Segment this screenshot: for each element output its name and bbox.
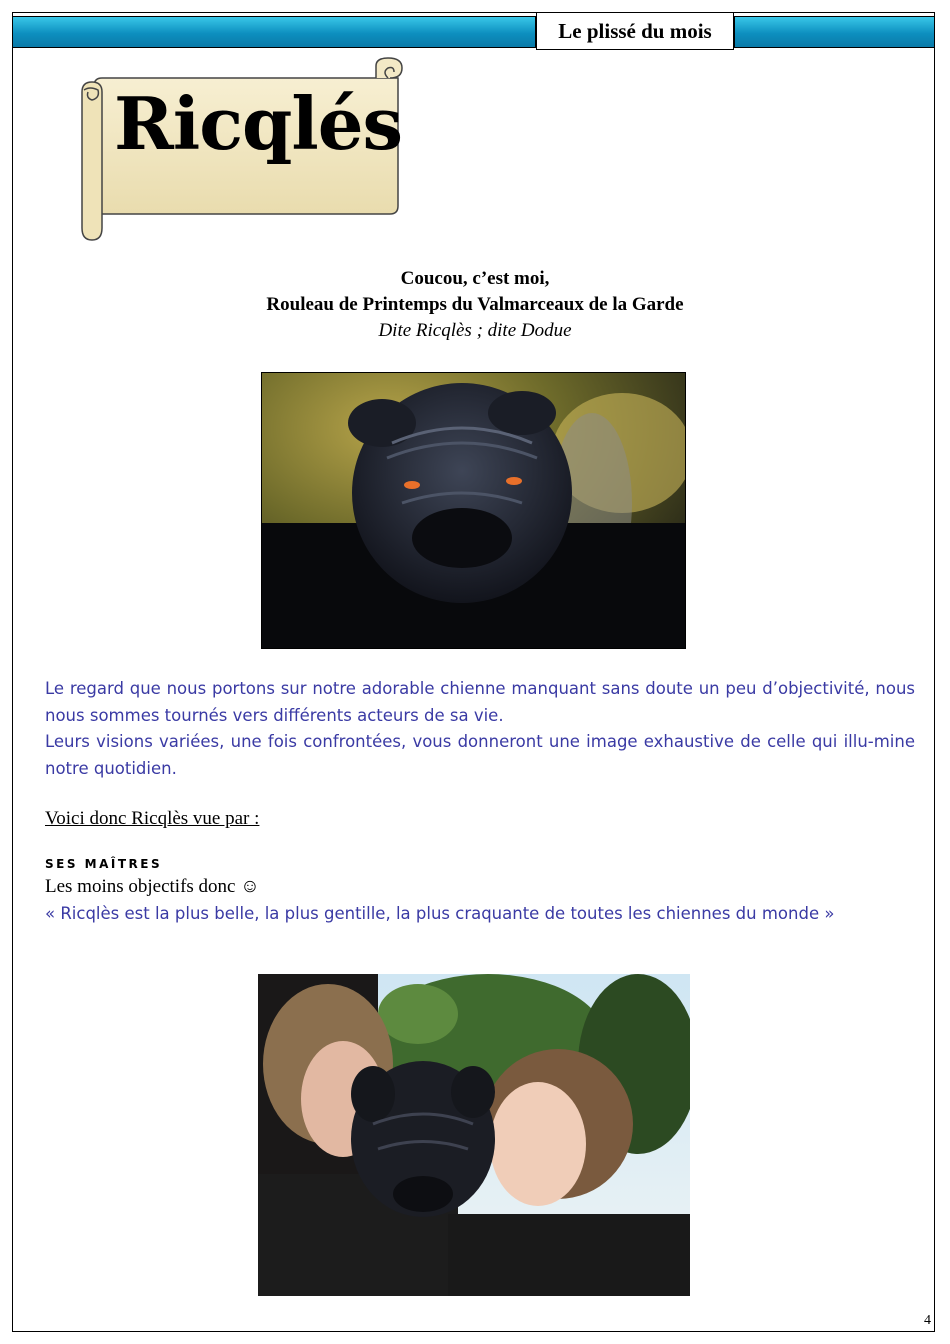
header-band-right [734, 16, 935, 48]
header-bar [12, 12, 935, 50]
header-band-left [12, 16, 536, 48]
intro-line-1: Coucou, c’est moi, [400, 268, 550, 289]
dog-portrait-photo [261, 372, 686, 649]
page-number: 4 [924, 1313, 931, 1328]
owners-with-dog-photo [258, 974, 690, 1296]
intro-line-3: Dite Ricqlès ; dite Dodue [378, 320, 572, 341]
section-quote: « Ricqlès est la plus belle, la plus gentille, la plus craquante de toutes les chiennes du monde » [45, 904, 835, 923]
title-scroll-banner [80, 56, 406, 242]
section-subtitle: Les moins objectifs donc ☺ [45, 876, 260, 897]
voici-heading: Voici donc Ricqlès vue par : [45, 808, 260, 829]
header-title: Le plissé du mois [536, 12, 734, 50]
intro-paragraph [45, 676, 915, 782]
section-heading: SES MAÎTRES [45, 857, 163, 871]
paragraph-2: Leurs visions variées, une fois confrontées, vous donneront une image exhaustive de celle qui illu-mine notre quotidien. [45, 732, 915, 778]
paragraph-1: Le regard que nous portons sur notre adorable chienne manquant sans doute un peu d’objectivité, nous nous sommes tournés vers différents acteurs de sa vie. [45, 679, 915, 725]
banner-title: Ricqlés [114, 81, 403, 166]
intro-line-2: Rouleau de Printemps du Valmarceaux de la Garde [266, 294, 684, 315]
